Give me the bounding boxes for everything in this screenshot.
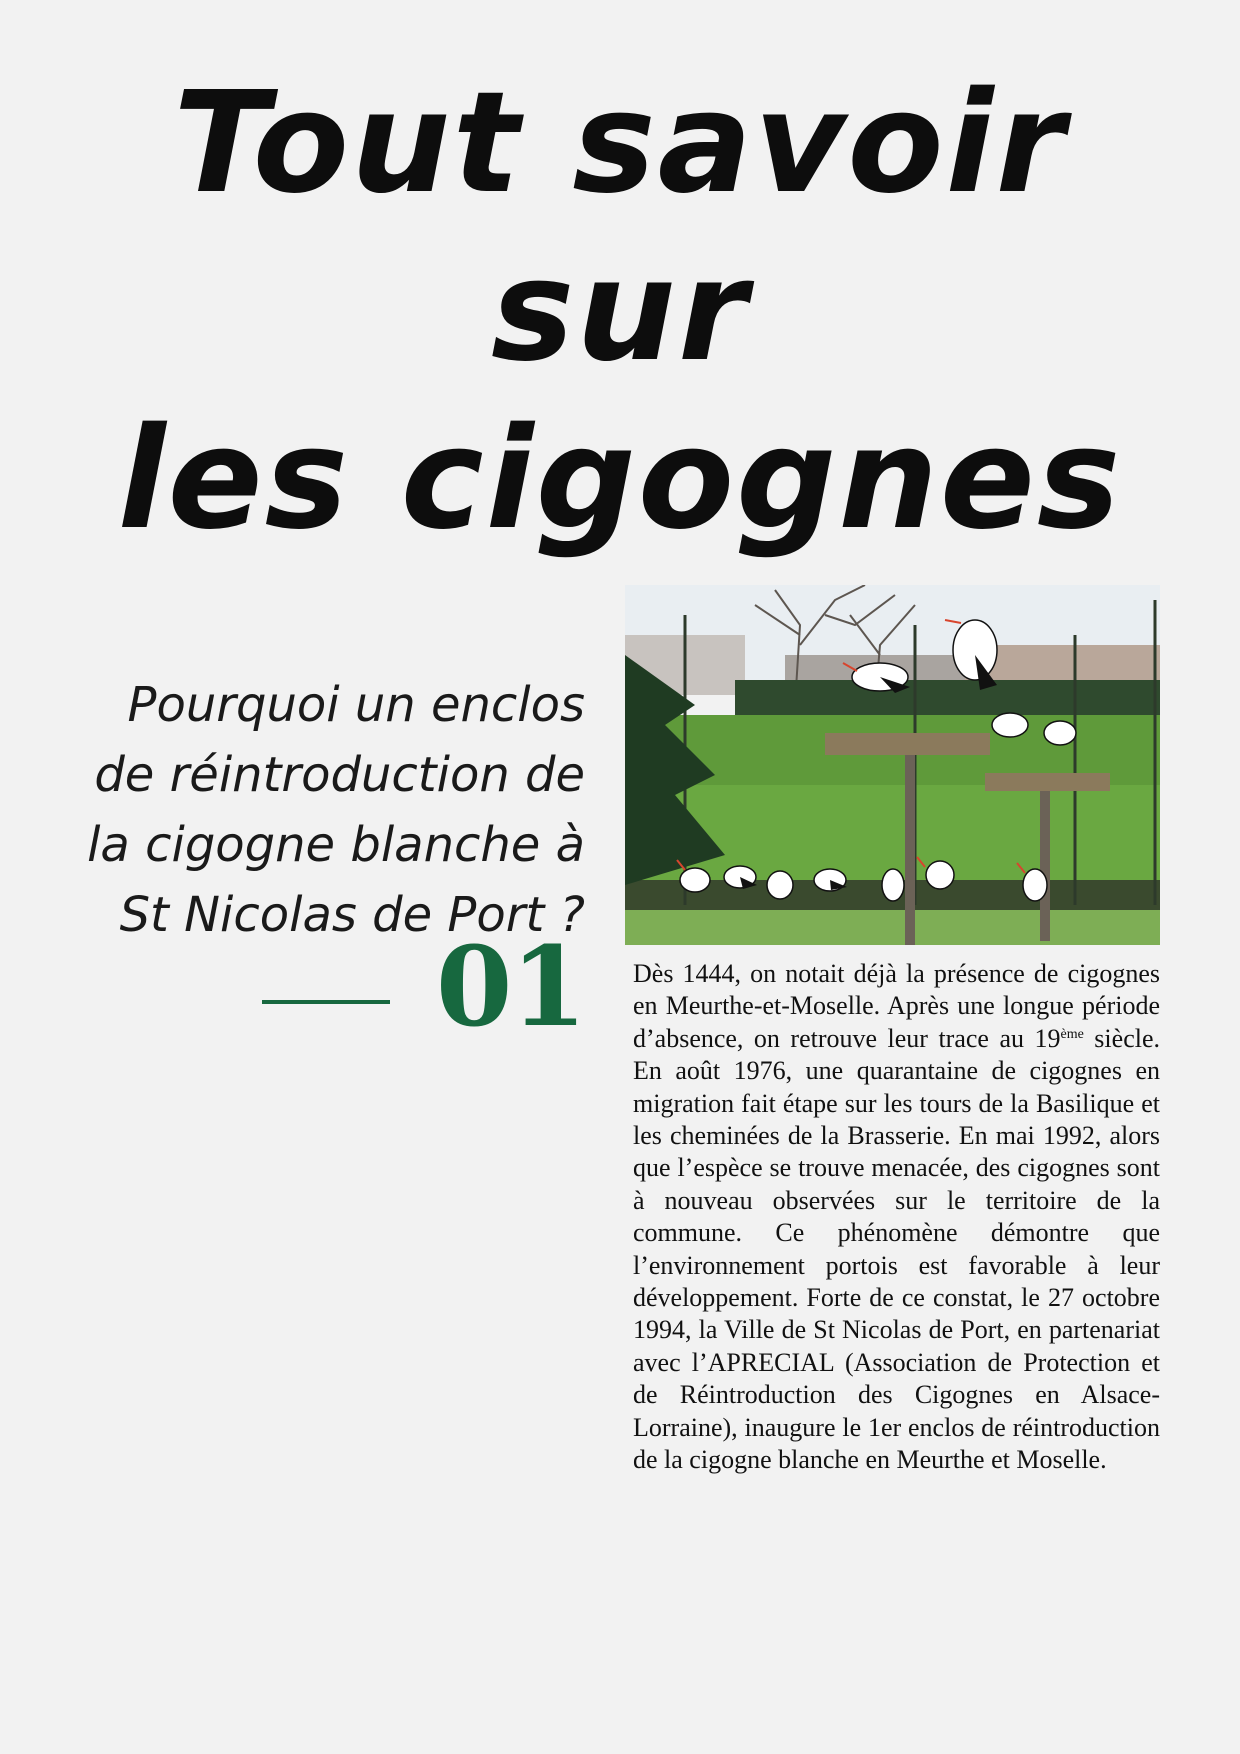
- title-line-1: Tout savoir sur: [173, 62, 1067, 393]
- body-paragraph: [633, 958, 1160, 1477]
- section-question: [20, 670, 585, 950]
- body-text-part-2: siècle. En août 1976, une quarantaine de cigognes en migration fait étape sur les tours de la Basilique et les cheminées de la Brasserie. En mai 1992, alors que l’espèce se trouve menacée, des cigognes sont à nouveau observées sur le territoire de la commune. Ce phénomène démontre que l’environnement portois est favorable à leur développement. Forte de ce constat, le 27 octobre 1994, la Ville de St Nicolas de Port, en partenariat avec l’APRECIAL (Association de Protection et de Réintroduction des Cigognes en Alsace-Lorraine), inaugure le 1er enclos de réintroduction de la cigogne blanche en Meurthe et Moselle.: [633, 1023, 1160, 1475]
- body-superscript: ème: [1060, 1026, 1084, 1042]
- section-dash: [262, 1000, 390, 1004]
- question-line-3: la cigogne blanche à: [87, 817, 585, 873]
- section-number: 01: [435, 922, 585, 1051]
- page-title: [60, 60, 1180, 564]
- question-line-4: St Nicolas de Port ?: [119, 887, 585, 943]
- section-number-row: [250, 922, 585, 1051]
- stork-enclosure-photo: [625, 585, 1160, 945]
- question-line-2: de réintroduction de: [94, 747, 585, 803]
- question-line-1: Pourquoi un enclos: [127, 677, 585, 733]
- body-text-part-1: Dès 1444, on notait déjà la présence de cigognes en Meurthe-et-Moselle. Après une longue période d’absence, on retrouve leur trace au 19: [633, 959, 1160, 1053]
- title-line-2: les cigognes: [117, 398, 1123, 561]
